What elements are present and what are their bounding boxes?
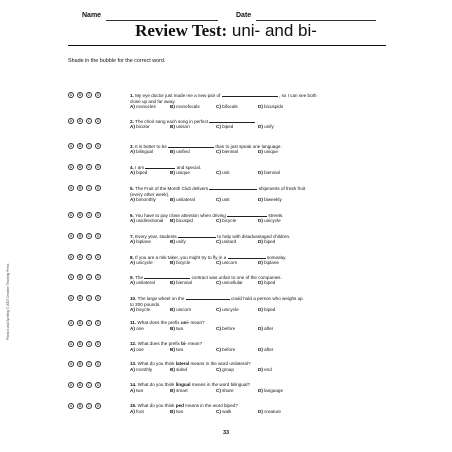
question-keyword: lateral (175, 361, 191, 366)
answer-bubble-b[interactable]: B (78, 275, 82, 279)
page-title (0, 20, 452, 42)
question-item (68, 361, 386, 381)
answer-bubble-b[interactable]: B (78, 186, 82, 190)
answer-option[interactable]: A) monthly (130, 367, 153, 372)
question-text (130, 341, 386, 347)
answer-bubble-b[interactable]: B (78, 342, 82, 346)
answer-bubbles (68, 92, 128, 100)
question-stem-end: . (256, 119, 258, 124)
answer-option[interactable]: D) biped (258, 280, 276, 285)
question-item (68, 341, 386, 361)
answer-blank[interactable] (178, 233, 216, 238)
answer-bubbles (68, 185, 128, 193)
question-stem-end: means in the word biped? (185, 403, 238, 408)
answer-bubble-c[interactable]: C (87, 404, 91, 408)
answer-blank[interactable] (145, 164, 175, 169)
answer-option[interactable]: B) two (170, 347, 184, 352)
answer-options (130, 260, 386, 266)
question-text (130, 361, 386, 367)
answer-option[interactable]: D) creature (258, 409, 281, 414)
answer-bubble-a[interactable]: A (69, 93, 73, 97)
answer-blank[interactable] (209, 185, 257, 190)
answer-option[interactable]: C) unitard (216, 239, 237, 244)
answer-option[interactable]: B) unison (170, 124, 190, 129)
answer-option[interactable]: D) unify (258, 124, 274, 129)
title-bold: Review Test: (135, 21, 228, 40)
answer-blank[interactable] (227, 212, 267, 217)
answer-option[interactable]: D) after (258, 326, 274, 331)
answer-bubble-d[interactable]: D (96, 275, 100, 279)
answer-option[interactable]: D) bicuspids (258, 104, 284, 109)
answer-bubbles (68, 212, 128, 220)
answer-options (130, 218, 386, 224)
question-number: 8. (130, 255, 136, 260)
question-stem-end: mean? (190, 320, 205, 325)
answer-options (130, 409, 386, 415)
question-stem-end: , so I can see both (278, 93, 317, 98)
question-item (68, 164, 386, 184)
answer-option[interactable]: D) biennial (258, 170, 280, 175)
answer-options (130, 104, 386, 110)
answer-bubble-a[interactable]: A (69, 144, 73, 148)
answer-bubbles (68, 143, 128, 151)
question-stem: What do you think (137, 382, 176, 387)
answer-bubble-d[interactable]: D (96, 321, 100, 325)
question-stem-end: means in the word unilateral? (190, 361, 251, 366)
answer-option[interactable]: B) monofocals (170, 104, 200, 109)
answer-option[interactable]: A) two (130, 388, 144, 393)
answer-blank[interactable] (209, 118, 255, 123)
question-item (68, 254, 386, 274)
answer-bubble-d[interactable]: D (96, 165, 100, 169)
answer-bubble-d[interactable]: D (96, 404, 100, 408)
question-keyword: ped (175, 403, 186, 408)
answer-option[interactable]: B) smart (170, 388, 188, 393)
question-text (130, 382, 386, 388)
answer-bubble-c[interactable]: C (87, 119, 91, 123)
instructions: Shade in the bubble for the correct word. (68, 58, 166, 64)
answer-bubble-d[interactable]: D (96, 296, 100, 300)
answer-option[interactable]: A) unidirectional (130, 218, 164, 223)
answer-option[interactable]: D) biweekly (258, 197, 282, 202)
date-label: Date (236, 12, 252, 19)
answer-bubble-c[interactable]: C (87, 144, 91, 148)
answer-option[interactable]: A) bimonthly (130, 197, 156, 202)
answer-bubble-b[interactable]: B (78, 296, 82, 300)
answer-option[interactable]: C) biped (216, 124, 234, 129)
side-credit: Phonics and Spelling © 2003 Creative Teaching Press (6, 263, 10, 340)
title-divider (68, 45, 386, 46)
title-light: uni- and bi- (231, 21, 317, 40)
question-item (68, 295, 386, 315)
question-stem: If you are a risk taker, you might try to fly in a (135, 255, 228, 260)
answer-option[interactable]: A) foot (130, 409, 144, 414)
answer-option[interactable]: C) bifocals (216, 104, 238, 109)
answer-option[interactable]: D) after (258, 347, 274, 352)
answer-option[interactable]: C) biennial (216, 149, 238, 154)
answer-blank[interactable] (144, 274, 190, 279)
answer-option[interactable]: A) unicycle (130, 260, 153, 265)
answer-bubbles (68, 295, 128, 303)
name-label: Name (82, 12, 102, 19)
question-stem-end: means in the word bilingual? (191, 382, 251, 387)
answer-bubble-d[interactable]: D (96, 234, 100, 238)
answer-bubble-a[interactable]: A (69, 296, 73, 300)
answer-bubble-c[interactable]: C (87, 296, 91, 300)
answer-bubble-c[interactable]: C (87, 255, 91, 259)
question-number: 11. (130, 320, 138, 325)
answer-option[interactable]: B) two (170, 409, 184, 414)
question-item (68, 274, 386, 294)
question-continuation: (every other week). (130, 191, 170, 197)
question-item (68, 118, 386, 138)
answer-options (130, 326, 386, 332)
answer-bubble-c[interactable]: C (87, 383, 91, 387)
answer-bubble-b[interactable]: B (78, 93, 82, 97)
question-stem: Every year, students (135, 234, 179, 239)
answer-bubble-b[interactable]: B (78, 165, 82, 169)
page-number: 33 (223, 430, 229, 436)
answer-bubble-b[interactable]: B (78, 255, 82, 259)
question-stem-end: could hold a person who weighs up (230, 296, 303, 301)
answer-bubble-a[interactable]: A (69, 186, 73, 190)
question-stem-end: to help with disadvantaged children. (217, 234, 291, 239)
answer-option[interactable]: D) biped (258, 239, 276, 244)
answer-bubble-c[interactable]: C (87, 275, 91, 279)
question-number: 12. (130, 341, 138, 346)
answer-bubble-a[interactable]: A (69, 383, 73, 387)
answer-option[interactable]: B) biennial (170, 280, 192, 285)
answer-bubbles (68, 382, 128, 390)
question-text (130, 320, 386, 326)
answer-option[interactable]: A) unilateral (130, 280, 155, 285)
answer-option[interactable]: C) walk (216, 409, 232, 414)
answer-bubbles (68, 274, 128, 282)
answer-option[interactable]: B) two (170, 326, 184, 331)
answer-option[interactable]: A) biped (130, 170, 148, 175)
question-number: 14. (130, 382, 138, 387)
question-stem-end: contract was unfair to one of the companies. (191, 275, 282, 280)
question-number: 15. (130, 403, 138, 408)
question-keyword: lingual (175, 382, 192, 387)
answer-bubble-c[interactable]: C (87, 213, 91, 217)
answer-option[interactable]: C) unicycle (216, 307, 239, 312)
question-item (68, 143, 386, 163)
answer-option[interactable]: A) one (130, 326, 144, 331)
answer-option[interactable]: D) unique (258, 149, 278, 154)
question-stem-end: shipments of fresh fruit (258, 186, 306, 191)
answer-option[interactable]: B) bicycle (170, 260, 191, 265)
answer-option[interactable]: C) before (216, 326, 236, 331)
answer-bubbles (68, 164, 128, 172)
answer-option[interactable]: A) one (130, 347, 144, 352)
question-keyword: bi- (181, 341, 188, 346)
question-stem-end: than to just speak one language. (215, 144, 282, 149)
answer-option[interactable]: C) group (216, 367, 234, 372)
answer-options (130, 170, 386, 176)
answer-option[interactable]: C) before (216, 347, 236, 352)
question-number: 4. (130, 165, 136, 170)
question-stem: I am (135, 165, 146, 170)
answer-option[interactable]: D) biplane (258, 260, 279, 265)
answer-option[interactable]: B) unify (170, 239, 186, 244)
question-stem-end: and special. (176, 165, 202, 170)
question-item (68, 320, 386, 340)
answer-bubble-c[interactable]: C (87, 362, 91, 366)
answer-options (130, 347, 386, 353)
answer-option[interactable]: C) share (216, 388, 234, 393)
answer-option[interactable]: C) unit (216, 197, 230, 202)
answer-options (130, 307, 386, 313)
question-stem: The Fruit of the Month Club delivers (135, 186, 210, 191)
question-continuation: close up and far away. (130, 98, 176, 104)
answer-option[interactable]: C) unicellular (216, 280, 243, 285)
answer-bubble-b[interactable]: B (78, 362, 82, 366)
answer-bubble-a[interactable]: A (69, 275, 73, 279)
answer-bubble-d[interactable]: D (96, 144, 100, 148)
question-item (68, 382, 386, 402)
question-text (130, 92, 386, 104)
answer-option[interactable]: C) bicycle (216, 218, 237, 223)
question-text (130, 295, 386, 307)
question-number: 9. (130, 275, 136, 280)
question-stem: What do you think (137, 361, 176, 366)
answer-bubble-b[interactable]: B (78, 144, 82, 148)
answer-bubbles (68, 118, 128, 126)
answer-blank[interactable] (186, 295, 230, 300)
answer-options (130, 280, 386, 286)
question-stem: The (135, 275, 145, 280)
answer-bubble-d[interactable]: D (96, 93, 100, 97)
answer-bubble-b[interactable]: B (78, 234, 82, 238)
answer-bubble-c[interactable]: C (87, 321, 91, 325)
answer-bubble-a[interactable]: A (69, 213, 73, 217)
answer-option[interactable]: D) language (258, 388, 284, 393)
answer-bubble-c[interactable]: C (87, 234, 91, 238)
question-stem-end: mean? (187, 341, 203, 346)
answer-bubble-d[interactable]: D (96, 119, 100, 123)
answer-option[interactable]: C) unicorn (216, 260, 238, 265)
answer-bubble-b[interactable]: B (78, 321, 82, 325)
answer-options (130, 124, 386, 130)
answer-bubble-d[interactable]: D (96, 186, 100, 190)
question-item (68, 212, 386, 232)
answer-bubble-c[interactable]: C (87, 342, 91, 346)
answer-bubble-c[interactable]: C (87, 93, 91, 97)
question-stem: The choir sang each song in perfect (135, 119, 210, 124)
question-continuation: to 200 pounds. (130, 301, 161, 307)
answer-bubbles (68, 320, 128, 328)
question-keyword: uni- (180, 320, 191, 325)
answer-bubble-b[interactable]: B (78, 383, 82, 387)
question-number: 2. (130, 119, 136, 124)
answer-bubbles (68, 403, 128, 411)
answer-bubble-a[interactable]: A (69, 404, 73, 408)
answer-option[interactable]: A) bicolor (130, 124, 150, 129)
answer-bubble-c[interactable]: C (87, 186, 91, 190)
question-stem: What do you think (137, 403, 176, 408)
answer-bubble-a[interactable]: A (69, 165, 73, 169)
answer-option[interactable]: A) bilingual (130, 149, 153, 154)
answer-option[interactable]: B) unique (170, 170, 190, 175)
answer-bubble-d[interactable]: D (96, 362, 100, 366)
answer-bubble-a[interactable]: A (69, 321, 73, 325)
question-item (68, 92, 386, 112)
answer-option[interactable]: B) unified (170, 149, 190, 154)
answer-bubble-d[interactable]: D (96, 342, 100, 346)
answer-bubble-b[interactable]: B (78, 213, 82, 217)
question-stem: My eye doctor just made me a new pair of (135, 93, 222, 98)
answer-option[interactable]: D) unicycle (258, 218, 281, 223)
answer-bubble-d[interactable]: D (96, 383, 100, 387)
answer-options (130, 367, 386, 373)
answer-bubble-b[interactable]: B (78, 404, 82, 408)
answer-options (130, 149, 386, 155)
answer-bubble-d[interactable]: D (96, 213, 100, 217)
answer-blank[interactable] (228, 254, 266, 259)
question-stem: What does the prefix (137, 320, 181, 325)
question-stem: You have to pay close attention when driving (135, 213, 228, 218)
question-number: 1. (130, 93, 136, 98)
answer-option[interactable]: A) biplane (130, 239, 151, 244)
answer-bubble-a[interactable]: A (69, 362, 73, 366)
answer-bubble-a[interactable]: A (69, 119, 73, 123)
answer-option[interactable]: D) biped (258, 307, 276, 312)
answer-bubble-d[interactable]: D (96, 255, 100, 259)
answer-option[interactable]: B) unicorn (170, 307, 192, 312)
answer-options (130, 388, 386, 394)
question-item (68, 185, 386, 205)
question-stem: It is better to be (135, 144, 169, 149)
question-item (68, 403, 386, 423)
answer-options (130, 197, 386, 203)
answer-bubble-a[interactable]: A (69, 342, 73, 346)
question-number: 5. (130, 186, 136, 191)
answer-option[interactable]: B) bicuspid (170, 218, 193, 223)
answer-bubble-a[interactable]: A (69, 234, 73, 238)
answer-bubbles (68, 254, 128, 262)
answer-bubbles (68, 233, 128, 241)
question-number: 7. (130, 234, 136, 239)
question-number: 6. (130, 213, 136, 218)
question-stem-end: someday. (266, 255, 287, 260)
answer-blank[interactable] (168, 143, 214, 148)
question-stem-end: streets. (268, 213, 284, 218)
answer-bubble-b[interactable]: B (78, 119, 82, 123)
question-stem: The large wheel on the (137, 296, 186, 301)
question-text (130, 403, 386, 409)
question-number: 3. (130, 144, 136, 149)
answer-blank[interactable] (222, 92, 278, 97)
answer-option[interactable]: B) unilateral (170, 197, 195, 202)
question-number: 10. (130, 296, 138, 301)
answer-option[interactable]: B) sided (170, 367, 188, 372)
answer-options (130, 239, 386, 245)
answer-bubbles (68, 341, 128, 349)
answer-option[interactable]: A) bicycle (130, 307, 151, 312)
answer-bubble-c[interactable]: C (87, 165, 91, 169)
answer-option[interactable]: A) monocles (130, 104, 156, 109)
answer-bubble-a[interactable]: A (69, 255, 73, 259)
answer-bubbles (68, 361, 128, 369)
answer-option[interactable]: D) end (258, 367, 272, 372)
answer-option[interactable]: C) unit (216, 170, 230, 175)
question-item (68, 233, 386, 253)
question-number: 13. (130, 361, 138, 366)
question-stem: What does the prefix (137, 341, 182, 346)
question-text (130, 185, 386, 197)
